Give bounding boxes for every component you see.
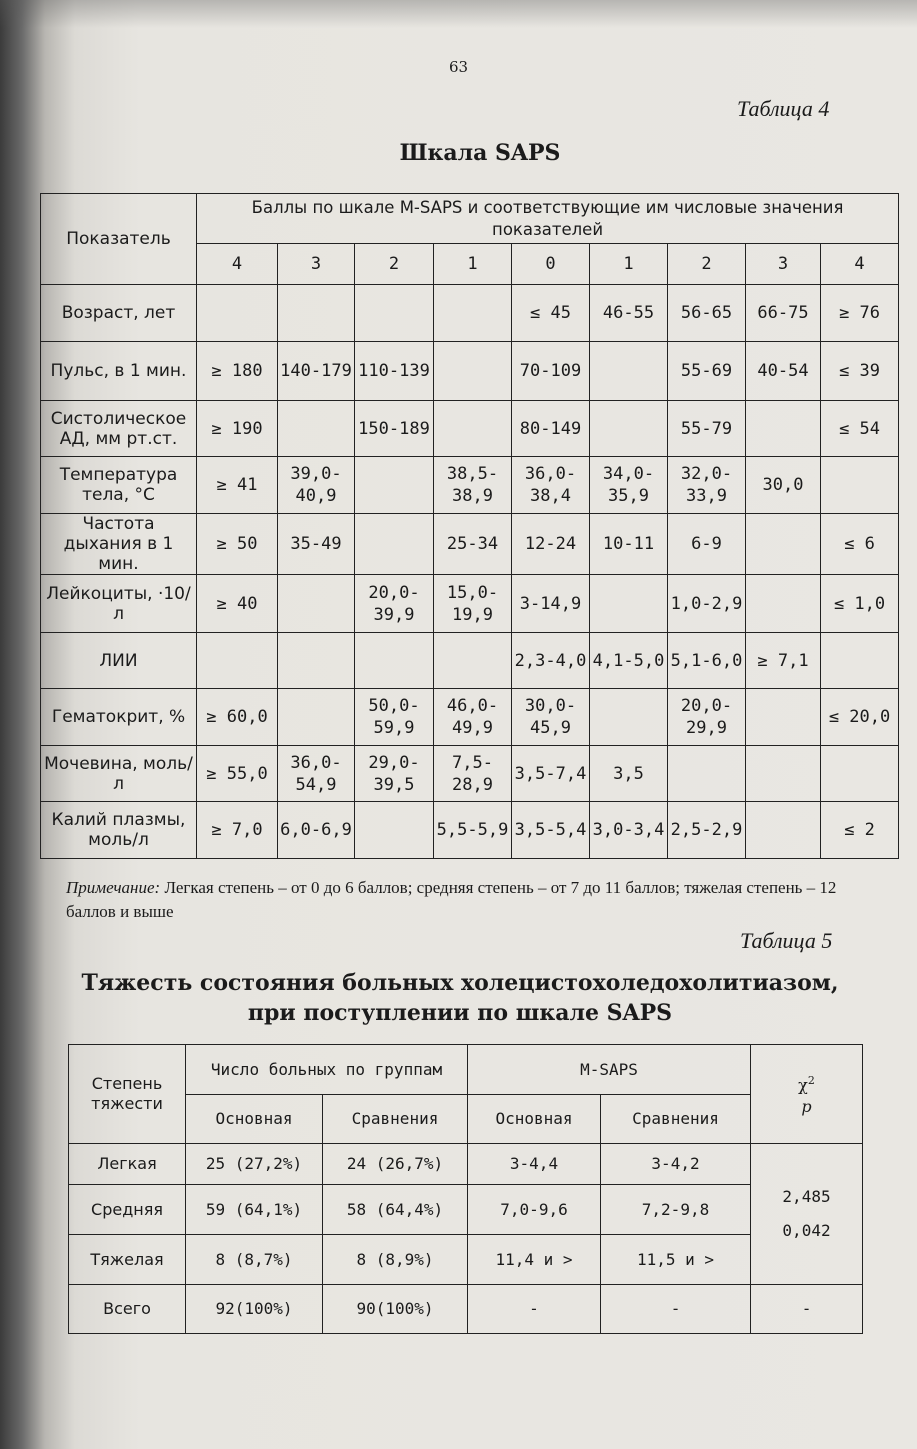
score-cell [590,575,668,633]
score-cell: 20,0-29,9 [668,689,746,746]
page-number: 63 [448,58,469,76]
saps-table-body [41,285,899,859]
table-row [41,689,899,746]
score-cell: ≤ 1,0 [821,575,899,633]
score-cell: ≥ 50 [197,514,278,575]
score-column-header: 0 [512,244,590,285]
total-comparison: 90(100%) [323,1285,468,1334]
score-cell: 70-109 [512,342,590,401]
score-cell [355,633,434,689]
table-row [41,802,899,859]
score-column-header: 1 [590,244,668,285]
table-5-title-line-1: Тяжесть состояния больных холецистохоледохолитиазом, [81,970,839,996]
header-count-group: Число больных по группам [186,1045,468,1095]
score-cell: 5,1-6,0 [668,633,746,689]
row-label: Калий плазмы, моль/л [41,802,197,859]
score-cell: 140-179 [278,342,355,401]
header-score-group: Баллы по шкале M-SAPS и соответствующие им числовые значения показателей [197,194,899,244]
table-4-title: Шкала SAPS [399,140,561,166]
note-text: Легкая степень – от 0 до 6 баллов; средняя степень – от 7 до 11 баллов; тяжелая степень – 12 баллов и выше [66,878,837,921]
score-cell: 3,0-3,4 [590,802,668,859]
score-cell [434,401,512,457]
row-label: Гематокрит, % [41,689,197,746]
table-row [41,746,899,802]
row-label: Систолическое АД, мм рт.ст. [41,401,197,457]
score-cell: 6,0-6,9 [278,802,355,859]
msaps-main: 3-4,4 [468,1144,601,1185]
score-column-header: 4 [197,244,278,285]
table-row [41,575,899,633]
page-top-shadow [0,0,917,28]
score-cell [590,401,668,457]
total-main: 92(100%) [186,1285,323,1334]
score-cell: 4,1-5,0 [590,633,668,689]
score-cell: ≤ 39 [821,342,899,401]
score-cell: 3,5 [590,746,668,802]
score-column-header: 2 [355,244,434,285]
score-column-header: 3 [278,244,355,285]
total-msaps-main: - [468,1285,601,1334]
score-cell [434,285,512,342]
score-cell [197,633,278,689]
table-5-title [80,968,840,1028]
score-cell [668,746,746,802]
score-cell: 3,5-7,4 [512,746,590,802]
score-cell: 1,0-2,9 [668,575,746,633]
score-cell: 2,3-4,0 [512,633,590,689]
table-row [69,1185,863,1235]
count-main: 25 (27,2%) [186,1144,323,1185]
header-indicator: Показатель [41,194,197,285]
score-cell [355,514,434,575]
count-main: 8 (8,7%) [186,1235,323,1285]
severity-label: Легкая [69,1144,186,1185]
score-column-header: 4 [821,244,899,285]
score-cell: 7,5-28,9 [434,746,512,802]
score-cell: 34,0-35,9 [590,457,668,514]
score-cell: 66-75 [746,285,821,342]
score-cell [821,746,899,802]
p-value: 0,042 [782,1221,831,1240]
score-cell: 2,5-2,9 [668,802,746,859]
score-cell: 15,0-19,9 [434,575,512,633]
table-row [41,514,899,575]
score-cell: ≥ 180 [197,342,278,401]
total-msaps-comparison: - [601,1285,751,1334]
severity-label: Средняя [69,1185,186,1235]
severity-table [68,1044,863,1334]
score-cell: 36,0-54,9 [278,746,355,802]
score-cell: ≥ 76 [821,285,899,342]
score-cell: ≤ 20,0 [821,689,899,746]
score-column-header: 3 [746,244,821,285]
score-cell [278,401,355,457]
subheader-comparison: Сравнения [323,1095,468,1144]
msaps-comparison: 11,5 и > [601,1235,751,1285]
score-cell [355,285,434,342]
subheader-main: Основная [186,1095,323,1144]
score-cell: 5,5-5,9 [434,802,512,859]
msaps-comparison: 7,2-9,8 [601,1185,751,1235]
score-cell [746,802,821,859]
table-row [41,342,899,401]
score-cell [355,802,434,859]
msaps-main: 7,0-9,6 [468,1185,601,1235]
row-label: Температура тела, °С [41,457,197,514]
score-cell [197,285,278,342]
score-cell [278,575,355,633]
score-cell [590,689,668,746]
score-cell: ≤ 2 [821,802,899,859]
table-header-row [41,194,899,244]
saps-scale-table [40,193,899,859]
table-row [41,285,899,342]
msaps-comparison: 3-4,2 [601,1144,751,1185]
score-cell [746,401,821,457]
row-label: Пульс, в 1 мин. [41,342,197,401]
score-column-header: 1 [434,244,512,285]
score-cell: 46-55 [590,285,668,342]
score-cell: 3-14,9 [512,575,590,633]
score-cell: 80-149 [512,401,590,457]
severity-label: Тяжелая [69,1235,186,1285]
score-cell: 10-11 [590,514,668,575]
row-label: Возраст, лет [41,285,197,342]
score-cell: 150-189 [355,401,434,457]
score-cell: 36,0-38,4 [512,457,590,514]
score-cell [434,633,512,689]
score-cell: ≥ 190 [197,401,278,457]
score-cell: 30,0-45,9 [512,689,590,746]
score-cell: 55-79 [668,401,746,457]
score-cell: ≤ 6 [821,514,899,575]
total-chi: - [751,1285,863,1334]
score-cell: ≤ 45 [512,285,590,342]
score-cell: 3,5-5,4 [512,802,590,859]
table-5-label: Таблица 5 [740,928,833,953]
count-comparison: 58 (64,4%) [323,1185,468,1235]
score-cell: 6-9 [668,514,746,575]
score-cell [746,746,821,802]
table-4-label: Таблица 4 [737,96,830,121]
score-cell [590,342,668,401]
score-cell [746,514,821,575]
score-cell: 30,0 [746,457,821,514]
score-cell: ≥ 55,0 [197,746,278,802]
severity-header-row [69,1045,863,1095]
count-comparison: 8 (8,9%) [323,1235,468,1285]
severity-subheader-row [69,1095,863,1144]
table-row [41,457,899,514]
score-cell: 110-139 [355,342,434,401]
score-cell: 39,0-40,9 [278,457,355,514]
chi-superscript: 2 [807,1073,815,1087]
score-cell: 25-34 [434,514,512,575]
table-row [69,1235,863,1285]
chi-value: 2,485 [782,1187,831,1206]
score-cell [278,285,355,342]
score-cell [821,633,899,689]
row-label: Мочевина, моль/л [41,746,197,802]
score-cell: 38,5-38,9 [434,457,512,514]
score-cell: ≥ 60,0 [197,689,278,746]
table-5-title-line-2: при поступлении по шкале SAPS [247,1000,673,1026]
score-cell: ≥ 7,0 [197,802,278,859]
score-cell [355,457,434,514]
subheader-msaps-comparison: Сравнения [601,1095,751,1144]
score-cell: 55-69 [668,342,746,401]
score-cell: 12-24 [512,514,590,575]
table-note [66,876,866,924]
score-cell: ≥ 40 [197,575,278,633]
row-label: Частота дыхания в 1 мин. [41,514,197,575]
score-column-header: 2 [668,244,746,285]
score-cell: ≥ 7,1 [746,633,821,689]
score-cell [821,457,899,514]
score-cell: 29,0-39,5 [355,746,434,802]
score-cell [434,342,512,401]
p-symbol: p [801,1097,812,1117]
total-label: Всего [69,1285,186,1334]
header-msaps: M-SAPS [468,1045,751,1095]
table-row [69,1144,863,1185]
msaps-main: 11,4 и > [468,1235,601,1285]
header-severity: Степень тяжести [69,1045,186,1144]
row-label: Лейкоциты, ·10/л [41,575,197,633]
chi-p-values [751,1144,863,1285]
score-cell [278,689,355,746]
count-comparison: 24 (26,7%) [323,1144,468,1185]
subheader-msaps-main: Основная [468,1095,601,1144]
chi-symbol: χ [798,1075,808,1095]
score-cell: 50,0-59,9 [355,689,434,746]
score-cell: ≥ 41 [197,457,278,514]
score-cell: 20,0-39,9 [355,575,434,633]
table-row [41,401,899,457]
score-cell: 35-49 [278,514,355,575]
score-cell [746,689,821,746]
header-chi-p [751,1045,863,1144]
score-cell: 40-54 [746,342,821,401]
count-main: 59 (64,1%) [186,1185,323,1235]
table-row [41,633,899,689]
score-cell: 32,0-33,9 [668,457,746,514]
row-label: ЛИИ [41,633,197,689]
score-cell: ≤ 54 [821,401,899,457]
score-cell [278,633,355,689]
note-lead: Примечание: [66,878,161,897]
score-cell: 56-65 [668,285,746,342]
score-cell [746,575,821,633]
table-row-total [69,1285,863,1334]
score-cell: 46,0-49,9 [434,689,512,746]
